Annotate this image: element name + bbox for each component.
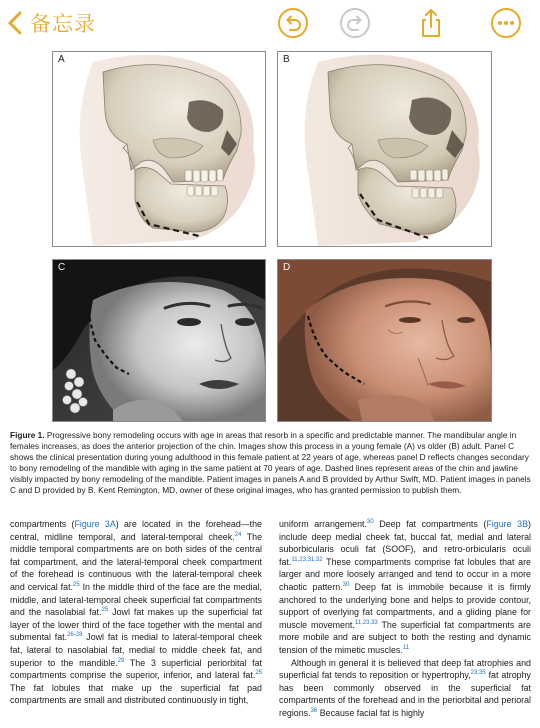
text-run: Jowl fat is medial to lateral-temporal cheek fat, lateral to nasolabial fat, medial to middle cheek fat, and superior to the mandible. [10,632,262,668]
figure-link[interactable]: Figure 3B [486,519,529,529]
reference-superscript[interactable]: 24 [234,531,242,538]
back-button[interactable] [6,6,96,40]
undo-icon [277,7,309,39]
text-run: The middle temporal compartments are on both sides of the central fat compartment, and the lateral-temporal cheek compartment of the forehead is continuous with the lateral-temporal cheek and cervical fat. [10,531,263,592]
navigation-bar [0,0,540,46]
text-run: The 3 superficial periorbital fat compartments comprise the superior, inferior, and lateral fat. [10,657,262,681]
figure-panel-c [52,259,266,422]
reference-superscript[interactable]: 23,35 [470,670,486,677]
reference-superscript[interactable]: 11,23,31,32 [291,556,323,563]
share-button[interactable] [414,6,448,40]
more-icon [490,7,522,39]
figure-caption [10,430,532,496]
body-column-right [279,518,531,720]
reference-superscript[interactable]: 11,23,33 [354,619,378,626]
reference-superscript[interactable]: 25 [255,670,262,677]
body-paragraph [10,518,262,707]
reference-superscript[interactable]: 11 [402,644,410,651]
panel-label-d: D [283,262,291,273]
text-run: fat atrophy has been commonly observed in the superficial fat compartments of the forehead and in the periorbital and perioral regions. [279,670,531,718]
text-run: The fat lobules that make up the superficial fat pad compartments are small and distributed continuously in tight, [10,682,262,706]
text-run: Although in general it is believed that deep fat atrophies and superficial fat tends to reposition or hypertrophy, [279,657,531,681]
text-run: Deep fat compartments ( [373,519,487,529]
reference-superscript[interactable]: 25 [101,607,109,614]
back-chevron-icon [6,10,24,36]
text-run: These compartments comprise fat lobules that are larger and more loosely arranged and tend to occur in a more chaotic pattern. [279,556,531,592]
reference-superscript[interactable]: 30 [367,519,374,526]
reference-superscript[interactable]: 26-28 [67,632,83,639]
figure-panel-d [277,259,492,422]
text-run: Because facial fat is highly [317,707,425,718]
text-run: Deep fat is immobile because it is firmly anchored to the underlying bone and helps to provide contour, support of overlying fat compartments, and a gliding plane for muscle movement. [279,581,531,630]
body-paragraph [279,657,531,720]
figure-panel-b [277,51,492,247]
panel-label-c: C [58,262,66,273]
skull-illustration-young [53,52,265,246]
undo-button[interactable] [276,6,310,40]
back-label: 备忘录 [30,12,96,36]
body-paragraph [279,518,531,657]
patient-photo-older [278,260,491,421]
reference-superscript[interactable]: 30 [342,582,350,588]
patient-photo-young [53,260,265,421]
text-run: Jowl fat makes up the superficial fat layer of the lower third of the face together with the mental and submental fat. [10,607,262,643]
text-run: ) are located in the forehead—the central, midline temporal, and lateral-temporal cheek. [10,519,262,542]
figure-link[interactable]: Figure 3A [74,519,116,529]
caption-label: Figure 1. [10,430,45,440]
redo-icon [339,7,371,39]
text-run: The superficial fat compartments are more mobile and are subject to both the resting and dynamic tension of the mimetic muscles. [279,619,531,655]
reference-superscript[interactable]: 29 [117,657,125,664]
text-run: In the middle third of the face are the medial, middle, and lateral-temporal cheek superficial fat compartments and the nasolabial fat. [10,581,262,618]
body-column-left [10,518,262,707]
text-run: compartments ( [10,519,75,529]
more-button[interactable] [489,6,523,40]
text-run: ) include deep medial cheek fat, buccal fat, medial and lateral suborbicularis oculi fat (SOOF), and retro-orbicularis oculi fat. [279,519,531,567]
panel-label-b: B [283,54,290,65]
redo-button[interactable] [338,6,372,40]
skull-illustration-older [278,52,491,246]
share-icon [415,7,447,39]
reference-superscript[interactable]: 36 [310,707,318,714]
panel-label-a: A [58,54,65,65]
caption-text: Progressive bony remodeling occurs with age in areas that resorb in a specific and predictable manner. The mandibular angle in females increases, as does the anterior projection of the chin. Images show this process in a young female (A) vs older (B) adult. Panel C shows the clinical presentation during young adulthood in this female patient at 22 years of age, whereas panel D reflects changes secondary to bony remodeling of the mandible with aging in the same patient at 70 years of age. Dashed lines represent areas of the chin and jawline visibly impacted by bony remodeling of the mandible. Patient images in panels A and B provided by Arthur Swift, MD. Patient images in panels C and D provided by B. Kent Remington, MD, owner of these original images, who has granted permission to publish them. [10,430,531,495]
text-run: uniform arrangement. [279,519,367,529]
reference-superscript[interactable]: 25 [73,582,80,588]
figure-panel-a [52,51,266,247]
